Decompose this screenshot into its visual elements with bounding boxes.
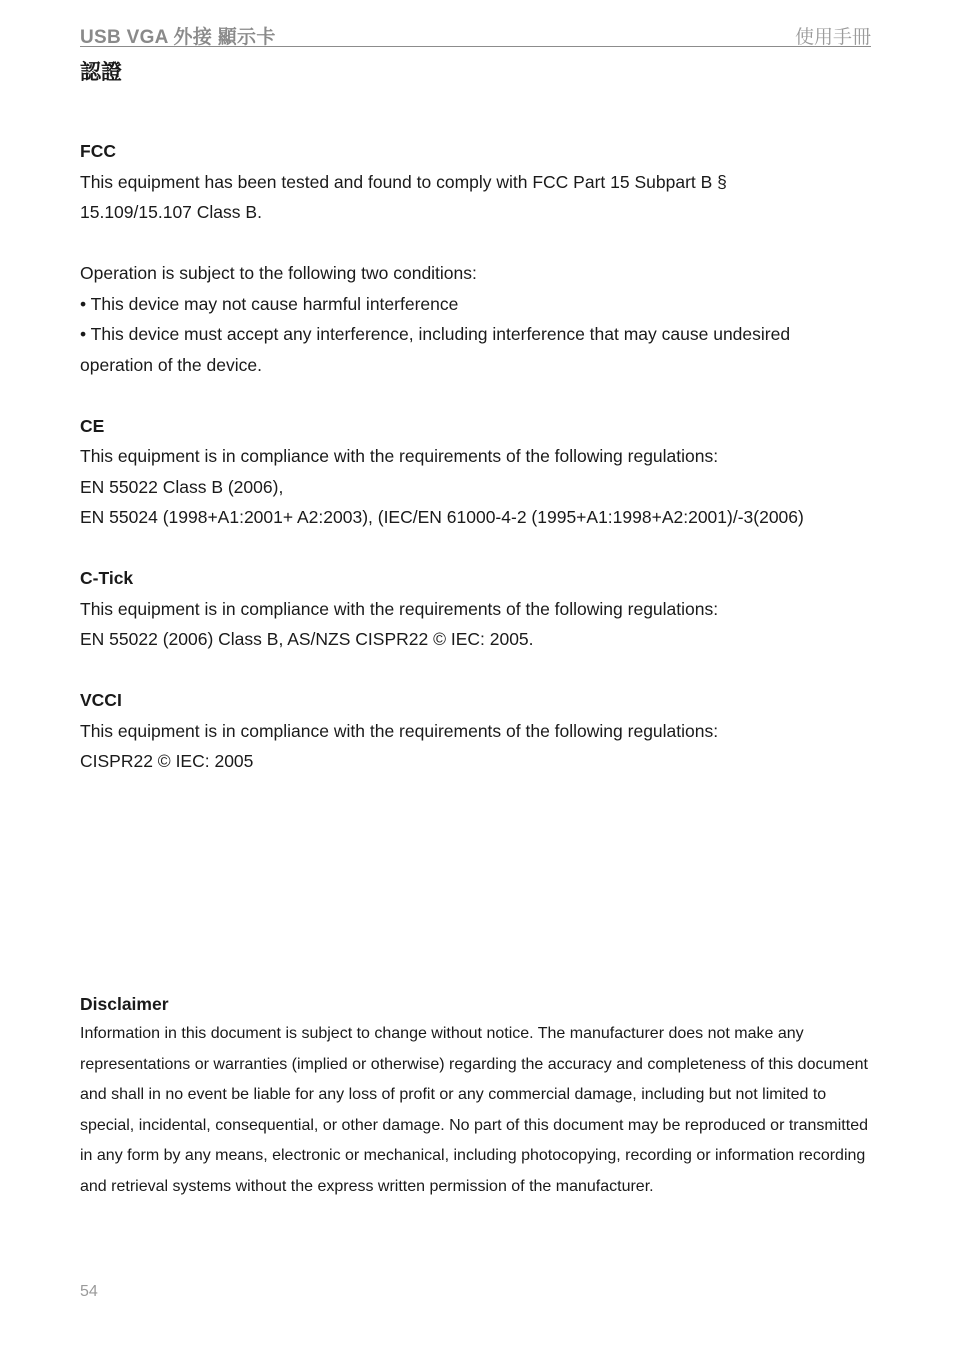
page-title: 認證 — [80, 61, 122, 84]
ce-line: This equipment is in compliance with the requirements of the following regulations: — [80, 446, 719, 466]
ctick-section — [80, 563, 880, 655]
ctick-line: EN 55022 (2006) Class B, AS/NZS CISPR22 © IEC: 2005. — [80, 629, 534, 649]
vcci-line: This equipment is in compliance with the requirements of the following regulations: — [80, 720, 719, 741]
vcci-line: CISPR22 © IEC: 2005 — [80, 751, 254, 771]
disclaimer-heading: Disclaimer — [80, 994, 169, 1014]
fcc-line: • This device must accept any interference, including interference that may cause undesired — [80, 324, 791, 344]
header-manual-label: 使用手冊 — [794, 27, 871, 48]
ce-section — [80, 411, 880, 533]
page-number: 54 — [80, 1283, 98, 1300]
vcci-section — [80, 685, 880, 777]
vcci-heading: VCCI — [80, 690, 122, 710]
fcc-line: operation of the device. — [80, 354, 262, 375]
header-product-title: USB VGA 外接 顯示卡 — [80, 27, 276, 48]
fcc-line: 15.109/15.107 Class B. — [80, 202, 262, 222]
ce-line: EN 55022 Class B (2006), — [80, 476, 284, 497]
fcc-line: • This device may not cause harmful interference — [80, 293, 459, 314]
fcc-line: Operation is subject to the following two conditions: — [80, 263, 477, 283]
ctick-heading: C-Tick — [80, 568, 134, 588]
ce-heading: CE — [80, 415, 105, 436]
certification-content — [80, 136, 880, 777]
ce-line: EN 55024 (1998+A1:2001+ A2:2003), (IEC/EN 61000-4-2 (1995+A1:1998+A2:2001)/-3(2006) — [80, 507, 804, 527]
fcc-line: This equipment has been tested and found to comply with FCC Part 15 Subpart B § — [80, 171, 727, 192]
disclaimer-section — [80, 989, 870, 1202]
ctick-line: This equipment is in compliance with the requirements of the following regulations: — [80, 598, 719, 619]
page-header — [80, 20, 871, 47]
disclaimer-text: Information in this document is subject to change without notice. The manufacturer does not make any representations or warranties (implied or otherwise) regarding the accuracy and completeness of this document and shall in no event be liable for any loss of profit or any commercial damage, including but not limited to special, incidental, consequential, or other damage. No part of this document may be reproduced or transmitted in any form by any means, electronic or mechanical, including photocopying, recording or information recording and retrieval systems without the express written permission of the manufacturer. — [80, 1025, 868, 1195]
fcc-section — [80, 136, 880, 380]
fcc-heading: FCC — [80, 141, 116, 161]
